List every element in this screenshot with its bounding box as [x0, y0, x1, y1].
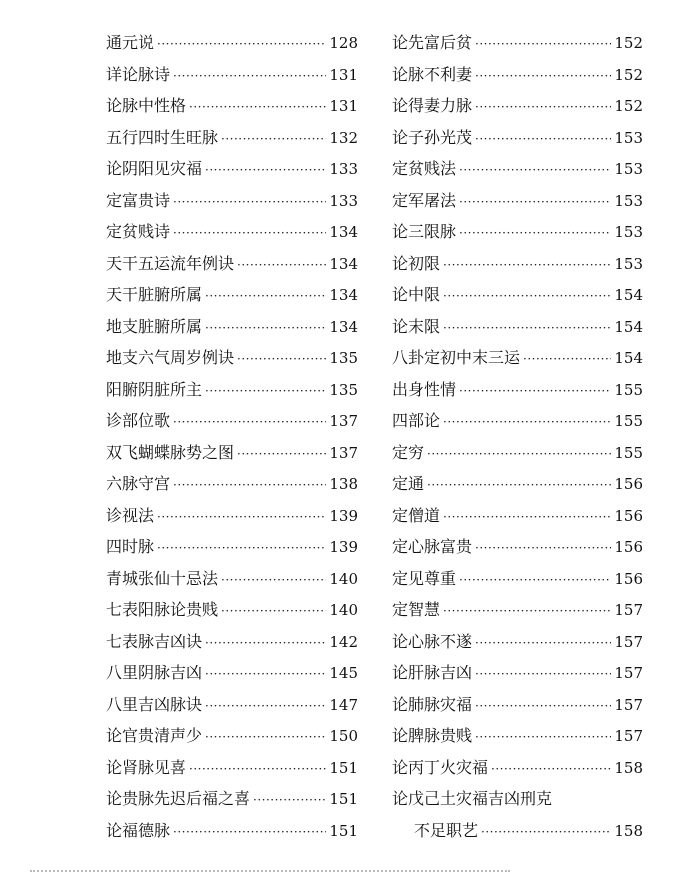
toc-entry — [106, 90, 358, 122]
toc-entry-page: 155 — [614, 380, 643, 399]
toc-entry — [392, 216, 643, 248]
toc-leader-dots — [475, 61, 611, 93]
toc-entry-page: 151 — [329, 758, 358, 777]
toc-entry-title: 论丙丁火灾福 — [392, 757, 489, 777]
toc-entry — [392, 500, 643, 532]
toc-entry-page: 152 — [614, 65, 643, 84]
toc-entry — [392, 437, 643, 469]
toc-leader-dots — [475, 29, 611, 61]
toc-entry — [392, 657, 643, 689]
toc-entry — [106, 248, 358, 280]
toc-leader-dots — [237, 344, 326, 376]
toc-entry-title: 论福德脉 — [106, 820, 171, 840]
toc-leader-dots — [205, 313, 326, 345]
toc-entry-page: 138 — [329, 475, 358, 493]
toc-entry-page: 156 — [614, 538, 643, 556]
toc-entry — [106, 720, 358, 752]
toc-entry-title: 定心脉富贵 — [392, 537, 473, 556]
toc-entry-page: 154 — [614, 317, 643, 336]
toc-entry — [106, 153, 358, 185]
toc-leader-dots — [221, 596, 326, 628]
toc-entry-title: 双飞蝴蝶脉势之图 — [106, 442, 235, 462]
toc-entry — [392, 90, 643, 122]
toc-entry — [106, 815, 358, 847]
toc-entry — [392, 122, 643, 154]
toc-entry-title: 论脾脉贵贱 — [392, 726, 473, 745]
toc-entry-page: 155 — [614, 443, 643, 462]
toc-entry — [106, 437, 358, 469]
toc-entry-page: 135 — [329, 349, 358, 367]
toc-entry — [392, 374, 643, 406]
toc-entry-page: 134 — [329, 317, 358, 336]
toc-entry-page: 133 — [329, 191, 358, 210]
toc-leader-dots — [443, 281, 611, 313]
toc-entry — [106, 657, 358, 689]
toc-entry-page: 134 — [329, 254, 358, 273]
toc-leader-dots — [173, 470, 326, 502]
toc-leader-dots — [523, 344, 611, 376]
toc-entry-page: 154 — [614, 286, 643, 304]
toc-entry-page: 151 — [329, 790, 358, 808]
toc-leader-dots — [157, 533, 326, 565]
toc-leader-dots — [475, 722, 611, 754]
toc-entry-page: 157 — [614, 632, 643, 651]
toc-entry-title: 论心脉不遂 — [392, 631, 473, 651]
toc-entry-page: 152 — [614, 97, 643, 115]
toc-entry — [106, 563, 358, 595]
toc-entry — [106, 405, 358, 437]
toc-entry — [106, 122, 358, 154]
toc-entry-title: 四时脉 — [106, 537, 155, 556]
toc-entry-page: 154 — [614, 349, 643, 367]
toc-entry — [106, 185, 358, 217]
toc-entry-title: 青城张仙十忌法 — [106, 568, 219, 588]
toc-entry-page: 153 — [614, 128, 643, 147]
toc-entry-title: 论先富后贫 — [392, 33, 473, 52]
toc-entry — [392, 311, 643, 343]
toc-entry — [106, 531, 358, 563]
toc-entry — [106, 689, 358, 721]
toc-leader-dots — [475, 628, 611, 660]
toc-entry-title: 定贫贱诗 — [106, 222, 171, 241]
toc-right-column — [392, 27, 643, 846]
toc-entry — [106, 311, 358, 343]
toc-leader-dots — [427, 470, 611, 502]
toc-leader-dots — [189, 92, 326, 124]
toc-entry — [106, 27, 358, 59]
toc-leader-dots — [205, 628, 326, 660]
cropped-footer-line — [30, 864, 510, 872]
toc-leader-dots — [157, 29, 326, 61]
toc-entry-title: 阳腑阴脏所主 — [106, 379, 203, 399]
toc-entry-page: 156 — [614, 475, 643, 493]
toc-leader-dots — [237, 250, 326, 282]
toc-leader-dots — [221, 565, 326, 597]
toc-entry-title: 详论脉诗 — [106, 64, 171, 84]
toc-entry — [392, 563, 643, 595]
toc-leader-dots — [475, 659, 611, 691]
toc-entry-title: 论初限 — [392, 253, 441, 273]
toc-entry-title: 八里吉凶脉诀 — [106, 694, 203, 714]
toc-leader-dots — [443, 596, 611, 628]
toc-leader-dots — [173, 218, 326, 250]
toc-leader-dots — [459, 155, 611, 187]
toc-leader-dots — [173, 187, 326, 219]
toc-entry-title: 八卦定初中末三运 — [392, 348, 521, 367]
toc-entry-title: 论末限 — [392, 316, 441, 336]
toc-entry-page: 145 — [329, 664, 358, 682]
toc-entry — [106, 374, 358, 406]
toc-entry — [106, 626, 358, 658]
toc-entry — [392, 468, 643, 500]
toc-entry-title: 五行四时生旺脉 — [106, 127, 219, 147]
toc-entry-title: 天干五运流年例诀 — [106, 253, 235, 273]
toc-entry-title: 定贫贱法 — [392, 159, 457, 178]
toc-entry-title: 六脉守宫 — [106, 474, 171, 493]
toc-entry — [392, 594, 643, 626]
toc-entry — [106, 342, 358, 374]
toc-entry — [392, 185, 643, 217]
toc-entry-page: 132 — [329, 128, 358, 147]
toc-entry-page: 134 — [329, 223, 358, 241]
toc-entry-title: 定富贵诗 — [106, 190, 171, 210]
toc-leader-dots — [237, 439, 326, 471]
toc-leader-dots — [459, 376, 611, 408]
toc-entry — [106, 279, 358, 311]
toc-entry-page: 131 — [329, 65, 358, 84]
toc-entry-page: 153 — [614, 160, 643, 178]
toc-leader-dots — [253, 785, 326, 817]
toc-entry-page: 139 — [329, 538, 358, 556]
toc-entry — [392, 248, 643, 280]
toc-entry — [392, 531, 643, 563]
toc-entry-title: 论肝脉吉凶 — [392, 663, 473, 682]
toc-entry-title: 定军屠法 — [392, 190, 457, 210]
toc-entry-page: 157 — [614, 695, 643, 714]
toc-entry-title: 八里阴脉吉凶 — [106, 663, 203, 682]
toc-entry-title: 七表脉吉凶诀 — [106, 631, 203, 651]
toc-leader-dots — [475, 691, 611, 723]
toc-leader-dots — [443, 407, 611, 439]
toc-entry-title: 定见尊重 — [392, 568, 457, 588]
toc-entry-title: 论得妻力脉 — [392, 96, 473, 115]
toc-leader-dots — [205, 281, 326, 313]
toc-leader-dots — [459, 187, 611, 219]
toc-leader-dots — [205, 659, 326, 691]
toc-leader-dots — [205, 376, 326, 408]
toc-leader-dots — [205, 722, 326, 754]
toc-entry — [106, 216, 358, 248]
toc-entry-title: 七表阳脉论贵贱 — [106, 600, 219, 619]
toc-entry — [106, 500, 358, 532]
toc-left-column — [106, 27, 358, 846]
toc-entry-page: 155 — [614, 412, 643, 430]
toc-entry-page: 139 — [329, 506, 358, 525]
toc-entry — [392, 815, 643, 847]
toc-leader-dots — [491, 754, 611, 786]
toc-leader-dots — [173, 61, 326, 93]
toc-leader-dots — [221, 124, 326, 156]
toc-entry-title: 论肾脉见喜 — [106, 757, 187, 777]
toc-entry-page: 158 — [614, 821, 643, 840]
toc-entry-page: 153 — [614, 191, 643, 210]
toc-entry — [392, 153, 643, 185]
toc-entry-title: 不足职艺 — [414, 820, 479, 840]
toc-entry-page: 157 — [614, 601, 643, 619]
toc-entry-title: 论中限 — [392, 285, 441, 304]
toc-leader-dots — [459, 218, 611, 250]
toc-entry-title: 天干脏腑所属 — [106, 285, 203, 304]
toc-entry-title: 地支脏腑所属 — [106, 316, 203, 336]
toc-entry-title: 论子孙光茂 — [392, 127, 473, 147]
toc-entry-title: 论戊己土灾福吉凶刑克 — [392, 789, 553, 808]
toc-entry-page: 142 — [329, 632, 358, 651]
toc-entry — [106, 468, 358, 500]
toc-entry-title: 诊部位歌 — [106, 411, 171, 430]
toc-leader-dots — [157, 502, 326, 534]
toc-leader-dots — [443, 250, 611, 282]
toc-entry-title: 论贵脉先迟后福之喜 — [106, 789, 251, 808]
toc-entry-title: 出身性情 — [392, 379, 457, 399]
toc-entry — [392, 783, 643, 815]
toc-entry-title: 论官贵清声少 — [106, 726, 203, 745]
toc-entry — [392, 626, 643, 658]
toc-entry-title: 论肺脉灾福 — [392, 694, 473, 714]
toc-entry-title: 地支六气周岁例诀 — [106, 348, 235, 367]
toc-entry — [392, 752, 643, 784]
toc-entry-page: 156 — [614, 506, 643, 525]
toc-entry-title: 定穷 — [392, 442, 425, 462]
toc-entry-page: 137 — [329, 412, 358, 430]
toc-entry-title: 四部论 — [392, 411, 441, 430]
toc-entry-page: 153 — [614, 254, 643, 273]
toc-entry-page: 153 — [614, 223, 643, 241]
toc-leader-dots — [427, 439, 611, 471]
toc-entry-page: 135 — [329, 380, 358, 399]
toc-leader-dots — [443, 502, 611, 534]
toc-leader-dots — [475, 533, 611, 565]
toc-entry-page: 147 — [329, 695, 358, 714]
toc-entry-page: 157 — [614, 727, 643, 745]
toc-leader-dots — [475, 92, 611, 124]
toc-entry — [106, 59, 358, 91]
toc-entry-page: 134 — [329, 286, 358, 304]
toc-entry-page: 137 — [329, 443, 358, 462]
toc-entry — [392, 720, 643, 752]
toc-entry-page: 152 — [614, 34, 643, 52]
toc-entry-title: 论脉不利妻 — [392, 64, 473, 84]
toc-leader-dots — [189, 754, 326, 786]
toc-entry-page: 151 — [329, 821, 358, 840]
toc-entry-page: 156 — [614, 569, 643, 588]
toc-entry — [392, 405, 643, 437]
toc-leader-dots — [443, 313, 611, 345]
toc-entry-page: 140 — [329, 601, 358, 619]
toc-leader-dots — [481, 817, 611, 849]
toc-entry-title: 定通 — [392, 474, 425, 493]
toc-entry-page: 158 — [614, 758, 643, 777]
toc-entry-page: 150 — [329, 727, 358, 745]
toc-entry-page: 131 — [329, 97, 358, 115]
toc-entry-page: 140 — [329, 569, 358, 588]
toc-entry — [392, 279, 643, 311]
toc-entry-page: 133 — [329, 160, 358, 178]
toc-entry-page: 128 — [329, 34, 358, 52]
toc-entry — [106, 752, 358, 784]
toc-leader-dots — [205, 155, 326, 187]
toc-leader-dots — [459, 565, 611, 597]
toc-entry — [392, 27, 643, 59]
toc-entry-title: 诊视法 — [106, 505, 155, 525]
toc-entry — [106, 783, 358, 815]
toc-leader-dots — [205, 691, 326, 723]
toc-entry-title: 定智慧 — [392, 600, 441, 619]
toc-entry-title: 论脉中性格 — [106, 96, 187, 115]
toc-entry — [106, 594, 358, 626]
toc-entry-title: 通元说 — [106, 33, 155, 52]
toc-entry — [392, 689, 643, 721]
toc-entry — [392, 59, 643, 91]
toc-leader-dots — [173, 817, 326, 849]
toc-entry-title: 定僧道 — [392, 505, 441, 525]
toc-entry-page: 157 — [614, 664, 643, 682]
toc-entry-title: 论三限脉 — [392, 222, 457, 241]
toc-entry — [392, 342, 643, 374]
toc-leader-dots — [173, 407, 326, 439]
toc-leader-dots — [475, 124, 611, 156]
toc-entry-title: 论阴阳见灾福 — [106, 159, 203, 178]
